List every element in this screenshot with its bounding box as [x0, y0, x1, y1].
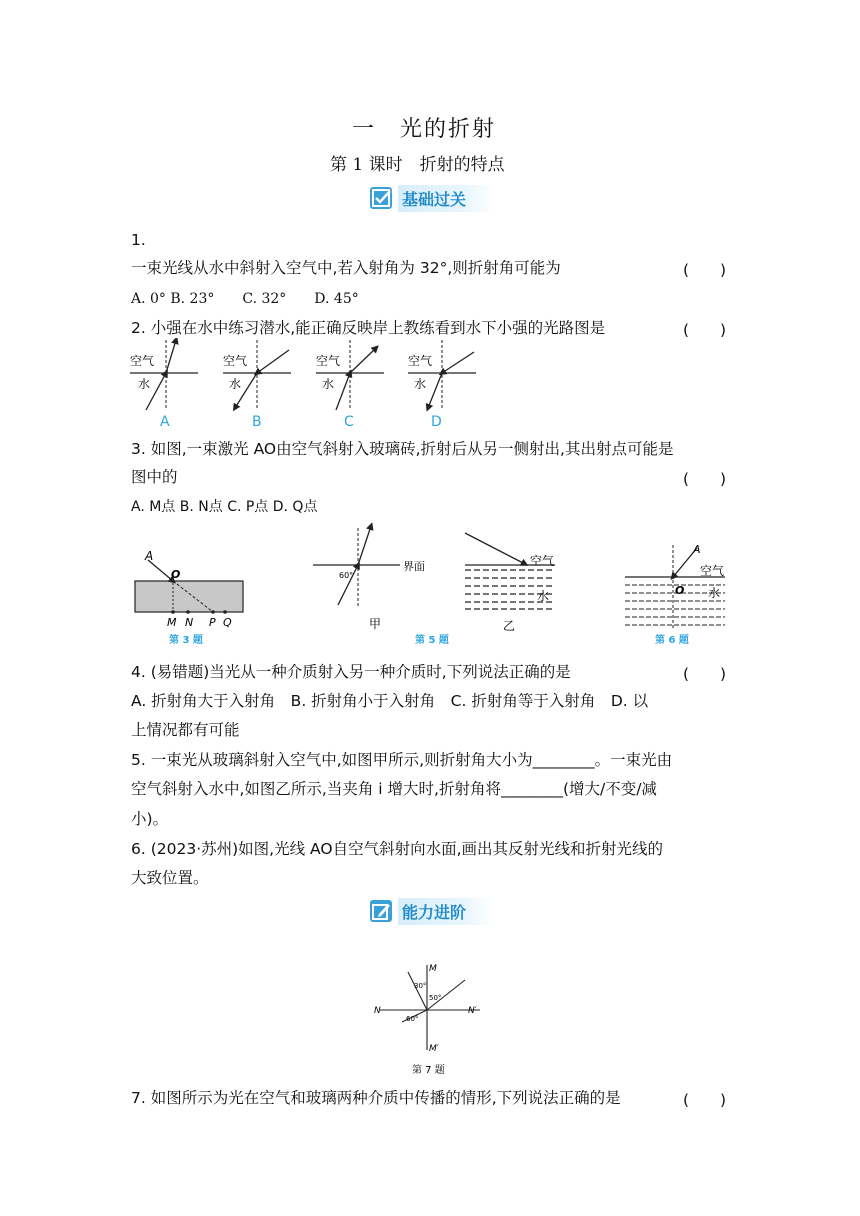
- q4-options-cont: 上情况都有可能: [131, 721, 240, 739]
- fig5-angle: 60°: [339, 571, 354, 580]
- fig7-diagram: [370, 960, 490, 1080]
- q3-line1: 3. 如图,一束激光 AO由空气斜射入玻璃砖,折射后从另一侧射出,其出射点可能是: [131, 440, 674, 458]
- fig6-pt-a: A: [693, 543, 701, 556]
- fig6-caption: 第 6 题: [655, 635, 689, 646]
- q2-d-air: 空气: [408, 354, 433, 368]
- checkbox-icon: [370, 187, 392, 209]
- q2-b-air: 空气: [223, 354, 248, 368]
- q7-text: 7. 如图所示为光在空气和玻璃两种介质中传播的情形,下列说法正确的是: [131, 1089, 621, 1107]
- q3-line2: 图中的: [131, 468, 178, 486]
- svg-text:N: N: [374, 1006, 381, 1016]
- section-banner-advanced: [370, 898, 494, 924]
- page-subtitle: 第 1 课时 折射的特点: [330, 155, 505, 175]
- q5-line3: 小)。: [131, 810, 169, 828]
- q5-line2: 空气斜射入水中,如图乙所示,当夹角 i 增大时,折射角将________(增大/不变/减: [131, 780, 657, 798]
- fig3-pt-q: Q: [223, 616, 232, 629]
- figures-row: [125, 520, 745, 648]
- q6-line2: 大致位置。: [131, 869, 209, 887]
- fig6-water: 水: [708, 586, 721, 600]
- q1-answer-paren: ( ): [683, 261, 727, 279]
- q2-figures: [128, 338, 508, 430]
- section-banner-basic: [370, 185, 494, 211]
- q2-b-water: 水: [229, 377, 242, 391]
- q2-diagram-b: [223, 340, 291, 410]
- q7-answer-paren: ( ): [683, 1091, 727, 1109]
- q2-c-air: 空气: [316, 354, 341, 368]
- q2-label-b: B: [252, 414, 262, 430]
- svg-text:N′: N′: [468, 1006, 477, 1016]
- q2-label-d: D: [431, 414, 442, 430]
- fig7-caption: 第 7 题: [412, 1065, 445, 1076]
- q2-a-water: 水: [138, 377, 151, 391]
- q1-number: 1.: [131, 231, 146, 249]
- fig5-caption: 第 5 题: [415, 635, 449, 646]
- fig3-pt-o: O: [171, 568, 181, 581]
- fig3-glass-block: [135, 549, 243, 646]
- section-title-advanced: 能力进阶: [398, 898, 494, 925]
- fig3-pt-a: A: [145, 549, 154, 563]
- fig5-water: 水: [537, 589, 550, 603]
- svg-text:30°: 30°: [414, 982, 427, 990]
- fig5-interface: 界面: [403, 560, 425, 573]
- fig6-water: [625, 543, 725, 646]
- fig3-pt-p: P: [209, 616, 216, 629]
- svg-text:M′: M′: [429, 1044, 439, 1054]
- svg-text:50°: 50°: [429, 994, 442, 1002]
- q2-a-air: 空气: [130, 354, 155, 368]
- section-title-basic: 基础过关: [398, 185, 494, 212]
- q1-text: 一束光线从水中斜射入空气中,若入射角为 32°,则折射角可能为: [131, 259, 561, 277]
- fig5-yi: [415, 533, 555, 646]
- q1-options: A. 0° B. 23° C. 32° D. 45°: [131, 291, 359, 307]
- q2-diagram-d: [408, 340, 476, 410]
- q2-diagram-a: [130, 340, 198, 410]
- q6-line1: 6. (2023·苏州)如图,光线 AO自空气斜射向水面,画出其反射光线和折射光线的: [131, 840, 663, 858]
- q2-answer-paren: ( ): [683, 321, 727, 339]
- fig3-pt-n: N: [185, 616, 194, 629]
- fig3-pt-m: M: [167, 616, 177, 629]
- fig6-pt-o: O: [675, 584, 685, 597]
- q5-line1: 5. 一束光从玻璃斜射入空气中,如图甲所示,则折射角大小为________。一束光由: [131, 751, 673, 769]
- fig5-air: 空气: [530, 554, 555, 568]
- svg-text:60°: 60°: [406, 1015, 419, 1023]
- q2-label-c: C: [344, 414, 354, 430]
- fig6-air: 空气: [700, 564, 725, 578]
- q3-answer-paren: ( ): [683, 470, 727, 488]
- svg-text:M: M: [429, 964, 437, 974]
- q2-label-a: A: [160, 414, 170, 430]
- q3-options: A. M点 B. N点 C. P点 D. Q点: [131, 499, 318, 515]
- q2-d-water: 水: [414, 377, 427, 391]
- q2-c-water: 水: [322, 377, 335, 391]
- fig3-caption: 第 3 题: [169, 635, 203, 646]
- q2-diagram-c: [316, 340, 384, 410]
- q4-options: A. 折射角大于入射角 B. 折射角小于入射角 C. 折射角等于入射角 D. 以: [131, 692, 649, 710]
- q4-answer-paren: ( ): [683, 665, 727, 683]
- q2-text: 2. 小强在水中练习潜水,能正确反映岸上教练看到水下小强的光路图是: [131, 319, 606, 337]
- q4-text: 4. (易错题)当光从一种介质射入另一种介质时,下列说法正确的是: [131, 663, 571, 681]
- fig5-jia-label: 甲: [369, 617, 382, 631]
- pencil-icon: [370, 900, 392, 922]
- page-title: 一 光的折射: [352, 117, 497, 142]
- fig5-jia: [313, 526, 425, 631]
- fig5-yi-label: 乙: [503, 619, 516, 633]
